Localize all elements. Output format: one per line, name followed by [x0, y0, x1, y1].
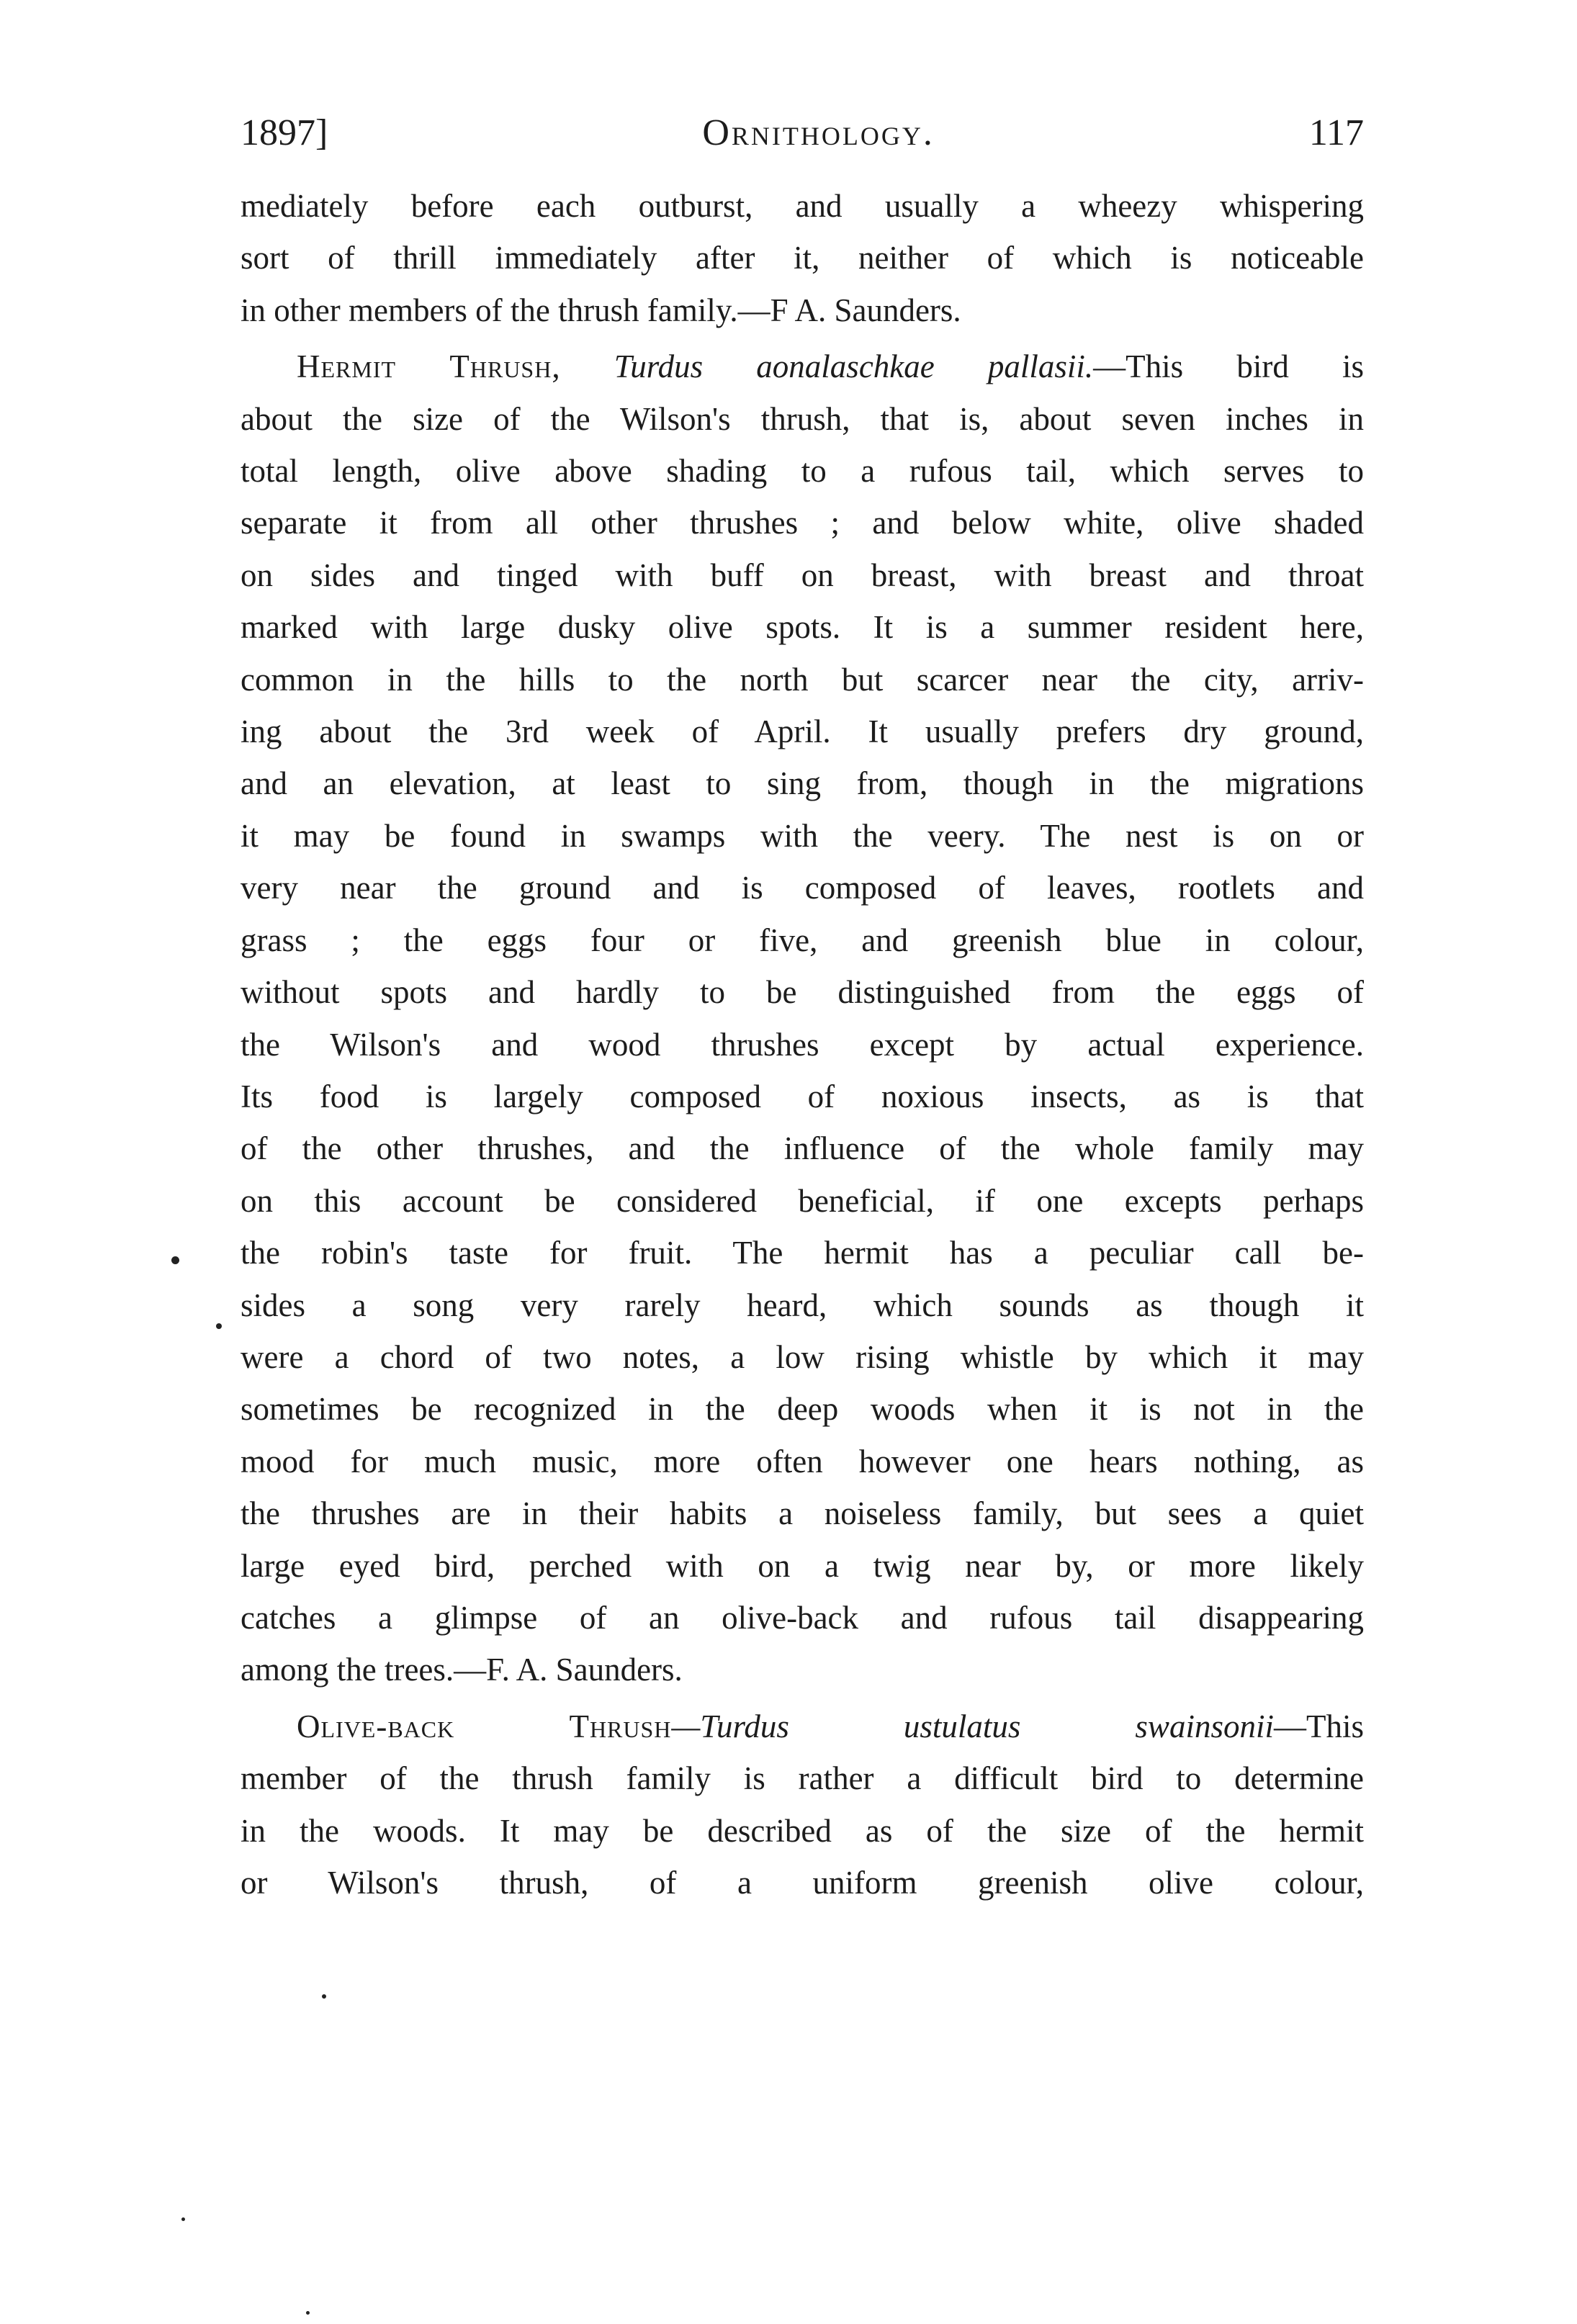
text-line: about the size of the Wilson's thrush, that is, about seven inches in: [241, 400, 1364, 437]
text-line: mood for much music, more often however one hears nothing, as: [241, 1443, 1364, 1479]
text-line: the thrushes are in their habits a noiseless family, but sees a quiet: [241, 1495, 1364, 1532]
species-name: Olive-back Thrush: [297, 1708, 672, 1744]
page-number: 117: [1308, 112, 1364, 153]
text-line: on sides and tinged with buff on breast, with breast and throat: [241, 557, 1364, 593]
scan-speck: [181, 2217, 185, 2221]
text-line: separate it from all other thrushes ; and below white, olive shaded: [241, 505, 1364, 541]
text-line: the robin's taste for fruit. The hermit has a peculiar call be-: [241, 1235, 1364, 1271]
text-line: and an elevation, at least to sing from, though in the migrations: [241, 765, 1364, 802]
text-line: common in the hills to the north but scarcer near the city, arriv-: [241, 661, 1364, 698]
text-line: grass ; the eggs four or five, and greenish blue in colour,: [241, 922, 1364, 958]
text-line: marked with large dusky olive spots. It is a summer resident here,: [241, 609, 1364, 646]
text-line: [241, 341, 1364, 392]
text-line: the Wilson's and wood thrushes except by actual experience.: [241, 1026, 1364, 1063]
header-year: 1897]: [241, 112, 328, 153]
text-line: Its food is largely composed of noxious insects, as is that: [241, 1078, 1364, 1114]
text-line: were a chord of two notes, a low rising whistle by which it may: [241, 1338, 1364, 1375]
species-latin: Turdus aonalaschkae pallasii.: [614, 348, 1094, 385]
scan-speck: [322, 1994, 326, 1999]
paragraph-continuation: [241, 180, 1364, 336]
paragraph-hermit-thrush: [241, 341, 1364, 1696]
species-latin: —Turdus ustulatus swainsonii: [671, 1708, 1274, 1744]
text-line: on this account be considered beneficial, if one excepts perhaps: [241, 1182, 1364, 1219]
text-line: ing about the 3rd week of April. It usually prefers dry ground,: [241, 713, 1364, 750]
scan-speck: [171, 1256, 179, 1264]
heading-rest: —This: [1273, 1708, 1364, 1744]
page: [241, 108, 1364, 1913]
text-line: in the woods. It may be described as of the size of the hermit: [241, 1812, 1364, 1849]
text-line: it may be found in swamps with the veery. The nest is on or: [241, 817, 1364, 854]
text-line: in other members of the thrush family.—F A. Saunders.: [241, 292, 961, 328]
text-line: total length, olive above shading to a rufous tail, which serves to: [241, 453, 1364, 490]
text-line: sides a song very rarely heard, which sounds as though it: [241, 1287, 1364, 1323]
text-line: among the trees.—F. A. Saunders.: [241, 1652, 683, 1688]
text-line: [241, 1701, 1364, 1752]
running-head: [241, 108, 1364, 158]
text-line: or Wilson's thrush, of a uniform greenish olive colour,: [241, 1865, 1364, 1901]
species-name: Hermit Thrush,: [297, 348, 561, 385]
text-line: catches a glimpse of an olive-back and rufous tail disappearing: [241, 1599, 1364, 1636]
paragraph-olive-back-thrush: [241, 1701, 1364, 1909]
text-line: of the other thrushes, and the influence of the whole family may: [241, 1130, 1364, 1167]
text-line: mediately before each outburst, and usually a wheezy whispering: [241, 188, 1364, 224]
heading-rest: —This bird is: [1093, 348, 1364, 385]
text-line: large eyed bird, perched with on a twig near by, or more likely: [241, 1547, 1364, 1584]
text-line: member of the thrush family is rather a difficult bird to determine: [241, 1760, 1364, 1797]
scan-speck: [216, 1323, 222, 1329]
text-line: without spots and hardly to be distinguished from the eggs of: [241, 974, 1364, 1011]
text-line: sort of thrill immediately after it, neither of which is noticeable: [241, 240, 1364, 276]
text-line: very near the ground and is composed of leaves, rootlets and: [241, 870, 1364, 906]
scan-speck: [306, 2311, 310, 2315]
header-title: Ornithology.: [702, 112, 935, 153]
body-text: [241, 180, 1364, 1909]
text-line: sometimes be recognized in the deep woods when it is not in the: [241, 1391, 1364, 1428]
